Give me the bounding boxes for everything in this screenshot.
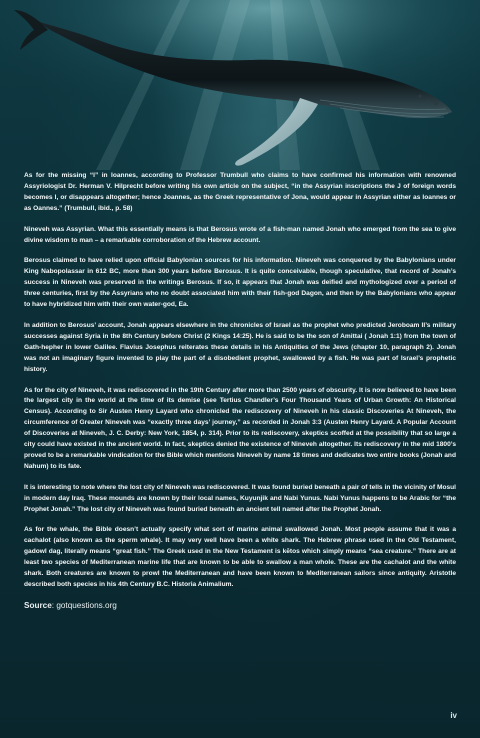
source-value: : gotquestions.org xyxy=(51,600,117,610)
paragraph-7: As for the whale, the Bible doesn’t actually specify what sort of marine animal swallowed Jonah. Most people assume that it was a cachalot (also known as the sperm whale). It may very well have been a white shark. The Hebrew phrase used in the Old Testament, gadowl dag, literally means “great fish.” The Greek used in the New Testament is kētos which simply means “sea creature.” There are at least two species of Mediterranean marine life that are known to be able to swallow a man whole. These are the cachalot and the white shark. Both creatures are known to prowl the Mediterranean and have been known to Mediterranean sailors since antiquity. Aristotle described both species in his 4th Century B.C. Historia Animalium. xyxy=(24,526,456,588)
paragraph-4: In addition to Berosus’ account, Jonah appears elsewhere in the chronicles of Israel as the prophet who predicted Jeroboam II’s military successes against Syria in the 8th Century before Christ (2 Kings 14:25). He is said to be the son of Amittai ( Jonah 1:1) from the town of Gath-hepher in lower Galilee. Flavius Josephus reiterates these details in his Antiquities of the Jews (chapter 10, paragraph 2). Jonah was not an imaginary figure invented to play the part of a disobedient prophet, swallowed by a fish. He was part of Israel’s prophetic history. xyxy=(24,321,456,373)
paragraph-5: As for the city of Nineveh, it was rediscovered in the 19th Century after more than 2500 years of obscurity. It is now believed to have been the largest city in the world at the time of its demise (see Tertius Chandler’s Four Thousand Years of Urban Growth: An Historical Census). According to Sir Austen Henry Layard who chronicled the rediscovery of Nineveh in his classic Discoveries At Nineveh, the circumference of Greater Nineveh was “exactly three days’ journey,” as recorded in Jonah 3:3 (Austen Henry Layard. A Popular Account of Discoveries at Nineveh, J. C. Derby: New York, 1854, p. 314). Prior to its rediscovery, skeptics scoffed at the possibility that so large a city could have existed in the ancient world. In fact, skeptics denied the existence of Nineveh altogether. Its rediscovery in the mid 1800’s proved to be a remarkable vindication for the Bible which mentions Nineveh by name 18 times and dedicates two entire books (Jonah and Nahum) to its fate. xyxy=(24,386,456,470)
humpback-whale-image xyxy=(0,0,480,170)
paragraph-1: As for the missing “I” in Ioannes, according to Professor Trumbull who claims to have confirmed his information with renowned Assyriologist Dr. Herman V. Hilprecht before writing his own article on the subject, “in the Assyrian inscriptions the J of foreign words becomes I, or disappears altogether; hence Joannes, as the Greek representative of Jona, would appear in Assyrian either as Ioannes or as Oannes.” (Trumbull, ibid., p. 58) xyxy=(24,172,456,212)
page-number: iv xyxy=(450,711,457,720)
paragraph-6: It is interesting to note where the lost city of Nineveh was rediscovered. It was found buried beneath a pair of tells in the vicinity of Mosul in modern day Iraq. These mounds are known by their local names, Kuyunjik and Nabi Yunus. Nabi Yunus happens to be Arabic for “the Prophet Jonah.” The lost city of Nineveh was found buried beneath an ancient tell named after the Prophet Jonah. xyxy=(24,483,456,513)
paragraph-2: Nineveh was Assyrian. What this essentially means is that Berosus wrote of a fish-man named Jonah who emerged from the sea to give divine wisdom to man – a remarkable corroboration of the Hebrew account. xyxy=(24,225,456,244)
article-body xyxy=(24,171,456,610)
source-line xyxy=(24,601,456,610)
source-label: Source xyxy=(24,600,52,610)
paragraph-3: Berosus claimed to have relied upon official Babylonian sources for his information. Nineveh was conquered by the Babylonians under King Nabopolassar in 612 BC, more than 300 years before Berosus. It is quite conceivable, though speculative, that record of Jonah’s success in Nineveh was preserved in the writings Berosus. If so, it appears that Jonah was deified and mythologized over a period of three centuries, first by the Assyrians who no doubt associated him with their fish-god Dagon, and then by the Babylonians who appear to have hybridized him with their own water-god, Ea. xyxy=(24,257,456,309)
